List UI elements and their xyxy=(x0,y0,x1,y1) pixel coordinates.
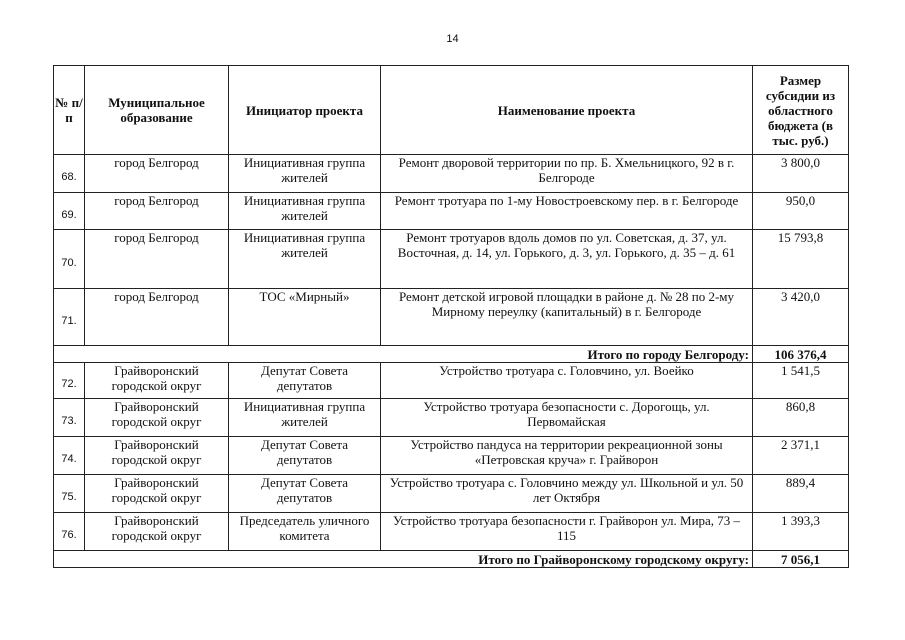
row-amount: 889,4 xyxy=(753,475,849,513)
row-initiator: Инициативная группа жителей xyxy=(229,193,381,230)
table-row xyxy=(54,363,849,399)
table-header-row xyxy=(54,66,849,155)
subtotal-label: Итого по городу Белгороду: xyxy=(54,346,753,363)
row-initiator: Инициативная группа жителей xyxy=(229,155,381,193)
row-initiator: Депутат Совета депутатов xyxy=(229,363,381,399)
table-row xyxy=(54,399,849,437)
row-municipality: Грайворонский городской округ xyxy=(85,475,229,513)
row-municipality: город Белгород xyxy=(85,230,229,289)
row-num: 69. xyxy=(54,193,85,230)
row-initiator: Депутат Совета депутатов xyxy=(229,437,381,475)
header-num: № п/п xyxy=(54,66,85,155)
header-initiator: Инициатор проекта xyxy=(229,66,381,155)
row-project: Ремонт тротуаров вдоль домов по ул. Советская, д. 37, ул. Восточная, д. 14, ул. Горького, д. 3, ул. Горького, д. 35 – д. 61 xyxy=(381,230,753,289)
row-municipality: Грайворонский городской округ xyxy=(85,437,229,475)
row-municipality: Грайворонский городской округ xyxy=(85,399,229,437)
row-amount: 3 420,0 xyxy=(753,289,849,346)
subsidy-table xyxy=(53,65,849,568)
row-municipality: город Белгород xyxy=(85,289,229,346)
row-initiator: ТОС «Мирный» xyxy=(229,289,381,346)
row-num: 72. xyxy=(54,363,85,399)
table-row xyxy=(54,230,849,289)
row-amount: 3 800,0 xyxy=(753,155,849,193)
row-num: 74. xyxy=(54,437,85,475)
row-num: 76. xyxy=(54,513,85,551)
row-num: 70. xyxy=(54,230,85,289)
table-row xyxy=(54,437,849,475)
row-project: Ремонт тротуара по 1-му Новостроевскому пер. в г. Белгороде xyxy=(381,193,753,230)
row-project: Устройство тротуара с. Головчино, ул. Воейко xyxy=(381,363,753,399)
row-initiator: Инициативная группа жителей xyxy=(229,399,381,437)
row-amount: 1 393,3 xyxy=(753,513,849,551)
header-municipality: Муниципальное образование xyxy=(85,66,229,155)
subtotal-label: Итого по Грайворонскому городскому округу: xyxy=(54,551,753,568)
row-amount: 950,0 xyxy=(753,193,849,230)
row-amount: 1 541,5 xyxy=(753,363,849,399)
row-num: 75. xyxy=(54,475,85,513)
table-row xyxy=(54,513,849,551)
subtotal-row xyxy=(54,346,849,363)
row-project: Устройство тротуара безопасности г. Грайворон ул. Мира, 73 – 115 xyxy=(381,513,753,551)
row-initiator: Председатель уличного комитета xyxy=(229,513,381,551)
row-initiator: Инициативная группа жителей xyxy=(229,230,381,289)
page-number: 14 xyxy=(446,33,459,45)
row-municipality: Грайворонский городской округ xyxy=(85,363,229,399)
row-amount: 2 371,1 xyxy=(753,437,849,475)
row-project: Ремонт детской игровой площадки в районе д. № 28 по 2-му Мирному переулку (капитальный) в г. Белгороде xyxy=(381,289,753,346)
table-row xyxy=(54,475,849,513)
row-project: Устройство тротуара с. Головчино между ул. Школьной и ул. 50 лет Октября xyxy=(381,475,753,513)
row-num: 68. xyxy=(54,155,85,193)
table-row xyxy=(54,193,849,230)
row-num: 73. xyxy=(54,399,85,437)
row-initiator: Депутат Совета депутатов xyxy=(229,475,381,513)
header-subsidy: Размер субсидии из областного бюджета (в тыс. руб.) xyxy=(753,66,849,155)
subtotal-amount: 106 376,4 xyxy=(753,346,849,363)
header-project: Наименование проекта xyxy=(381,66,753,155)
subtotal-row xyxy=(54,551,849,568)
row-municipality: город Белгород xyxy=(85,155,229,193)
row-project: Устройство пандуса на территории рекреационной зоны «Петровская круча» г. Грайворон xyxy=(381,437,753,475)
row-project: Ремонт дворовой территории по пр. Б. Хмельницкого, 92 в г. Белгороде xyxy=(381,155,753,193)
table-row xyxy=(54,155,849,193)
table-row xyxy=(54,289,849,346)
row-amount: 15 793,8 xyxy=(753,230,849,289)
row-project: Устройство тротуара безопасности с. Дорогощь, ул. Первомайская xyxy=(381,399,753,437)
row-num: 71. xyxy=(54,289,85,346)
row-municipality: Грайворонский городской округ xyxy=(85,513,229,551)
row-municipality: город Белгород xyxy=(85,193,229,230)
row-amount: 860,8 xyxy=(753,399,849,437)
subtotal-amount: 7 056,1 xyxy=(753,551,849,568)
